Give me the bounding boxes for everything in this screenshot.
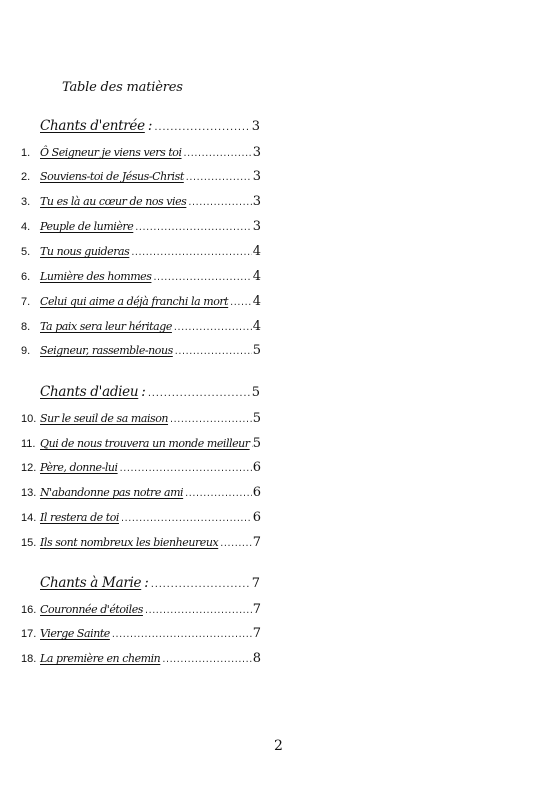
entry-number: 14. (21, 512, 37, 524)
entry-page: 7 (252, 535, 261, 550)
entry-number: 2. (21, 171, 31, 183)
entry-title: Celui qui aime a déjà franchi la mort (40, 295, 229, 308)
section-colon: : (144, 575, 149, 591)
entry-title: N'abandonne pas notre ami (40, 486, 184, 499)
entry-number: 15. (21, 537, 37, 549)
toc-entry[interactable] (21, 602, 261, 617)
section-colon: : (141, 384, 146, 400)
leader-dots (175, 346, 252, 357)
toc-entry[interactable] (21, 244, 261, 259)
entry-number: 5. (21, 246, 31, 258)
toc-title: Table des matières (62, 80, 183, 95)
toc-entry[interactable] (21, 169, 261, 184)
toc-entry[interactable] (21, 319, 261, 334)
entry-number: 8. (21, 321, 31, 333)
leader-dots (153, 272, 251, 283)
toc-entry[interactable] (21, 343, 261, 358)
toc-entry[interactable] (21, 219, 261, 234)
section-label: Chants d'entrée (40, 118, 145, 134)
toc-entry[interactable] (21, 485, 261, 500)
entry-title: Tu nous guideras (40, 245, 130, 258)
leader-dots (112, 629, 252, 640)
entry-page: 3 (252, 169, 261, 184)
entry-title: Souviens-toi de Jésus-Christ (40, 170, 184, 183)
leader-dots (185, 488, 252, 499)
entry-number: 18. (21, 653, 37, 665)
entry-page: 7 (252, 602, 261, 617)
toc-entry[interactable] (21, 460, 261, 475)
entry-title: Ô Seigneur je viens vers toi (40, 146, 182, 159)
entry-page: 4 (252, 294, 261, 309)
entry-title: Vierge Sainte (40, 627, 110, 640)
section-heading-adieu[interactable] (40, 384, 260, 400)
entry-number: 11. (21, 438, 36, 450)
toc-entry[interactable] (21, 436, 261, 451)
entry-page: 3 (252, 194, 261, 209)
leader-dots (148, 388, 251, 399)
section-page: 5 (251, 385, 260, 400)
entry-number: 10. (21, 413, 37, 425)
entry-page: 4 (252, 319, 261, 334)
leader-dots (135, 222, 251, 233)
page-number: 2 (274, 738, 283, 754)
entry-number: 17. (21, 628, 37, 640)
entry-number: 3. (21, 196, 31, 208)
entry-page: 5 (252, 436, 261, 451)
entry-page: 3 (252, 219, 261, 234)
leader-dots (151, 579, 251, 590)
entry-number: 13. (21, 487, 37, 499)
section-page: 7 (251, 576, 260, 591)
leader-dots (131, 247, 251, 258)
entry-number: 1. (21, 147, 31, 159)
toc-entry[interactable] (21, 626, 261, 641)
entry-page: 4 (252, 244, 261, 259)
entry-page: 5 (252, 411, 261, 426)
section-label: Chants d'adieu (40, 384, 139, 400)
entry-page: 6 (252, 510, 261, 525)
section-page: 3 (251, 119, 260, 134)
toc-entry[interactable] (21, 145, 261, 160)
entry-title: Peuple de lumière (40, 220, 134, 233)
entry-title: Ta paix sera leur héritage (40, 320, 172, 333)
entry-page: 4 (252, 269, 261, 284)
entry-title: Il restera de toi (40, 511, 119, 524)
entry-page: 3 (252, 145, 261, 160)
toc-entry[interactable] (21, 294, 261, 309)
leader-dots (170, 414, 252, 425)
toc-entry[interactable] (21, 269, 261, 284)
entry-page: 8 (252, 651, 261, 666)
toc-entry[interactable] (21, 535, 261, 550)
entry-title: Tu es là au cœur de nos vies (40, 195, 187, 208)
entry-number: 4. (21, 221, 31, 233)
entry-title: Ils sont nombreux les bienheureux (40, 536, 219, 549)
toc-entry[interactable] (21, 411, 261, 426)
leader-dots (188, 197, 251, 208)
leader-dots (145, 605, 252, 616)
entry-number: 16. (21, 604, 37, 616)
entry-title: Couronnée d'étoiles (40, 603, 143, 616)
leader-dots (230, 297, 252, 308)
leader-dots (162, 654, 251, 665)
entry-number: 6. (21, 271, 31, 283)
leader-dots (220, 538, 252, 549)
leader-dots (120, 463, 252, 474)
leader-dots (174, 322, 252, 333)
entry-number: 9. (21, 345, 31, 357)
entry-page: 6 (252, 460, 261, 475)
section-heading-marie[interactable] (40, 575, 260, 591)
entry-page: 5 (252, 343, 261, 358)
entry-page: 7 (252, 626, 261, 641)
leader-dots (186, 172, 252, 183)
entry-number: 7. (21, 296, 31, 308)
entry-title: Père, donne-lui (40, 461, 118, 474)
entry-title: La première en chemin (40, 652, 161, 665)
entry-page: 6 (252, 485, 261, 500)
entry-title: Lumière des hommes (40, 270, 152, 283)
leader-dots (154, 122, 250, 133)
section-heading-entree[interactable] (40, 118, 260, 134)
section-label: Chants à Marie (40, 575, 142, 591)
toc-entry[interactable] (21, 651, 261, 666)
entry-title: Sur le seuil de sa maison (40, 412, 169, 425)
entry-number: 12. (21, 462, 37, 474)
leader-dots (121, 513, 252, 524)
leader-dots (184, 148, 252, 159)
entry-title: Seigneur, rassemble-nous (40, 344, 173, 357)
toc-entry[interactable] (21, 510, 261, 525)
section-colon: : (147, 118, 153, 134)
entry-title: Qui de nous trouvera un monde meilleur (40, 437, 250, 450)
toc-entry[interactable] (21, 194, 261, 209)
